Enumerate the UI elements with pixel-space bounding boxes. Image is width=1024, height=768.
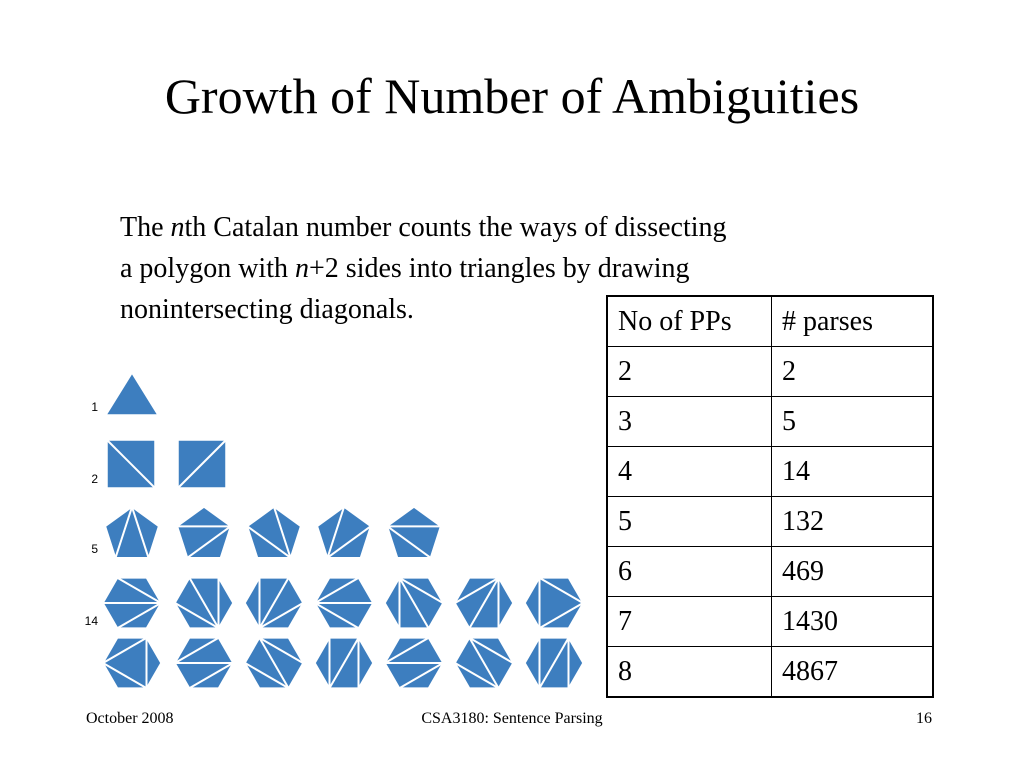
table-cell-pps: 2 — [607, 347, 772, 397]
table-cell-parses: 14 — [772, 447, 934, 497]
table-cell-pps: 3 — [607, 397, 772, 447]
body-line-1-prefix: The — [120, 212, 171, 243]
table-cell-pps: 6 — [607, 547, 772, 597]
table-header-row — [607, 296, 933, 347]
footer-page-number: 16 — [916, 710, 932, 727]
row-label: 14 — [84, 614, 98, 628]
table-cell-parses: 132 — [772, 497, 934, 547]
header-cell-parses: # parses — [772, 296, 934, 347]
table-row — [607, 347, 933, 397]
body-line-2 — [120, 248, 880, 289]
table-cell-pps: 7 — [607, 597, 772, 647]
header-cell-pps: No of PPs — [607, 296, 772, 347]
body-line-1 — [120, 207, 880, 248]
body-line-1-italic: n — [170, 212, 185, 243]
row-label: 2 — [91, 472, 98, 486]
table-row — [607, 447, 933, 497]
table-cell-parses: 469 — [772, 547, 934, 597]
table-cell-pps: 8 — [607, 647, 772, 698]
table-cell-parses: 5 — [772, 397, 934, 447]
pp-parses-table — [606, 295, 934, 698]
table-row — [607, 647, 933, 698]
table-row — [607, 397, 933, 447]
table-row — [607, 497, 933, 547]
footer-date: October 2008 — [86, 710, 174, 727]
table-cell-pps: 5 — [607, 497, 772, 547]
slide-title: Growth of Number of Ambiguities — [164, 68, 860, 124]
table-row — [607, 597, 933, 647]
triangle-shape — [106, 373, 158, 415]
table-cell-parses: 4867 — [772, 647, 934, 698]
body-line-2-italic: n — [295, 253, 309, 284]
body-line-2-suffix: +2 sides into triangles by drawing — [309, 253, 690, 284]
body-line-1-suffix: th Catalan number counts the ways of dissecting — [184, 212, 727, 243]
body-line-2-prefix: a polygon with — [120, 253, 295, 284]
row-label: 1 — [91, 400, 98, 414]
polygon-triangulation-figure — [80, 365, 595, 693]
body-line-3: nonintersecting diagonals. — [120, 294, 414, 325]
row-label: 5 — [91, 542, 98, 556]
table-cell-parses: 1430 — [772, 597, 934, 647]
table-cell-parses: 2 — [772, 347, 934, 397]
pentagon-shape — [105, 507, 158, 558]
table-row — [607, 547, 933, 597]
table-cell-pps: 4 — [607, 447, 772, 497]
footer-course: CSA3180: Sentence Parsing — [421, 710, 603, 727]
